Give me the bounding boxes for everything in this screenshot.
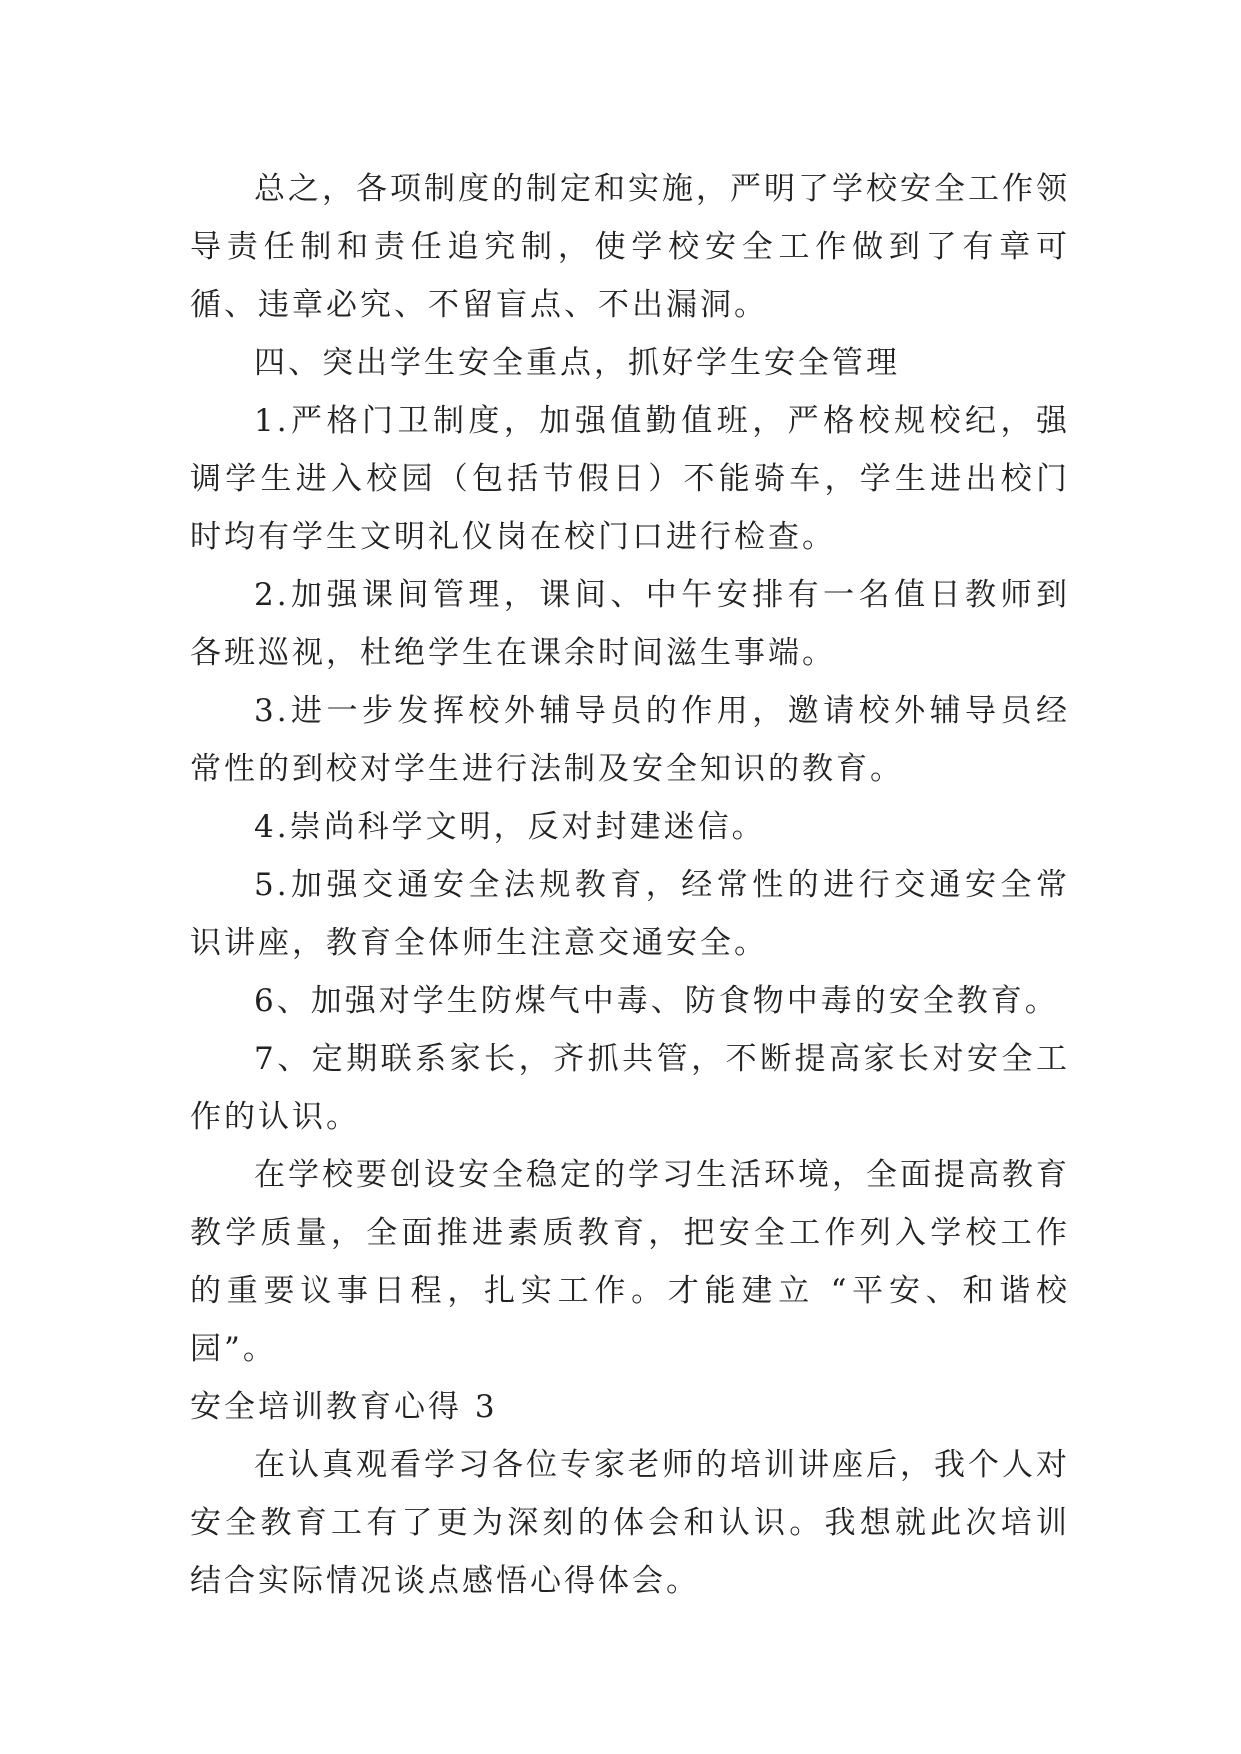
document-body bbox=[190, 160, 1070, 1610]
paragraph-item-1: 1.严格门卫制度，加强值勤值班，严格校规校纪，强调学生进入校园（包括节假日）不能骑车，学生进出校门时均有学生文明礼仪岗在校门口进行检查。 bbox=[190, 403, 1070, 555]
paragraph-item-5: 5.加强交通安全法规教育，经常性的进行交通安全常识讲座，教育全体师生注意交通安全。 bbox=[190, 867, 1070, 961]
paragraph-item-6: 6、加强对学生防煤气中毒、防食物中毒的安全教育。 bbox=[254, 983, 1059, 1019]
paragraph-item-2: 2.加强课间管理，课间、中午安排有一名值日教师到各班巡视，杜绝学生在课余时间滋生事端。 bbox=[190, 577, 1070, 671]
paragraph-conclusion: 在学校要创设安全稳定的学习生活环境，全面提高教育教学质量，全面推进素质教育，把安全工作列入学校工作的重要议事日程，扎实工作。才能建立 “平安、和谐校园”。 bbox=[190, 1157, 1070, 1367]
paragraph-section-four-heading: 四、突出学生安全重点，抓好学生安全管理 bbox=[254, 345, 900, 381]
paragraph-item-7: 7、定期联系家长，齐抓共管，不断提高家长对安全工作的认识。 bbox=[190, 1041, 1070, 1135]
paragraph-item-4: 4.崇尚科学文明，反对封建迷信。 bbox=[254, 809, 766, 845]
paragraph-item-3: 3.进一步发挥校外辅导员的作用，邀请校外辅导员经常性的到校对学生进行法制及安全知识的教育。 bbox=[190, 693, 1070, 787]
paragraph-reflection: 在认真观看学习各位专家老师的培训讲座后，我个人对安全教育工有了更为深刻的体会和认识。我想就此次培训结合实际情况谈点感悟心得体会。 bbox=[190, 1447, 1070, 1599]
paragraph-summary: 总之，各项制度的制定和实施，严明了学校安全工作领导责任制和责任追究制，使学校安全工作做到了有章可循、违章必究、不留盲点、不出漏洞。 bbox=[190, 171, 1070, 323]
section-title: 安全培训教育心得 3 bbox=[190, 1389, 498, 1425]
